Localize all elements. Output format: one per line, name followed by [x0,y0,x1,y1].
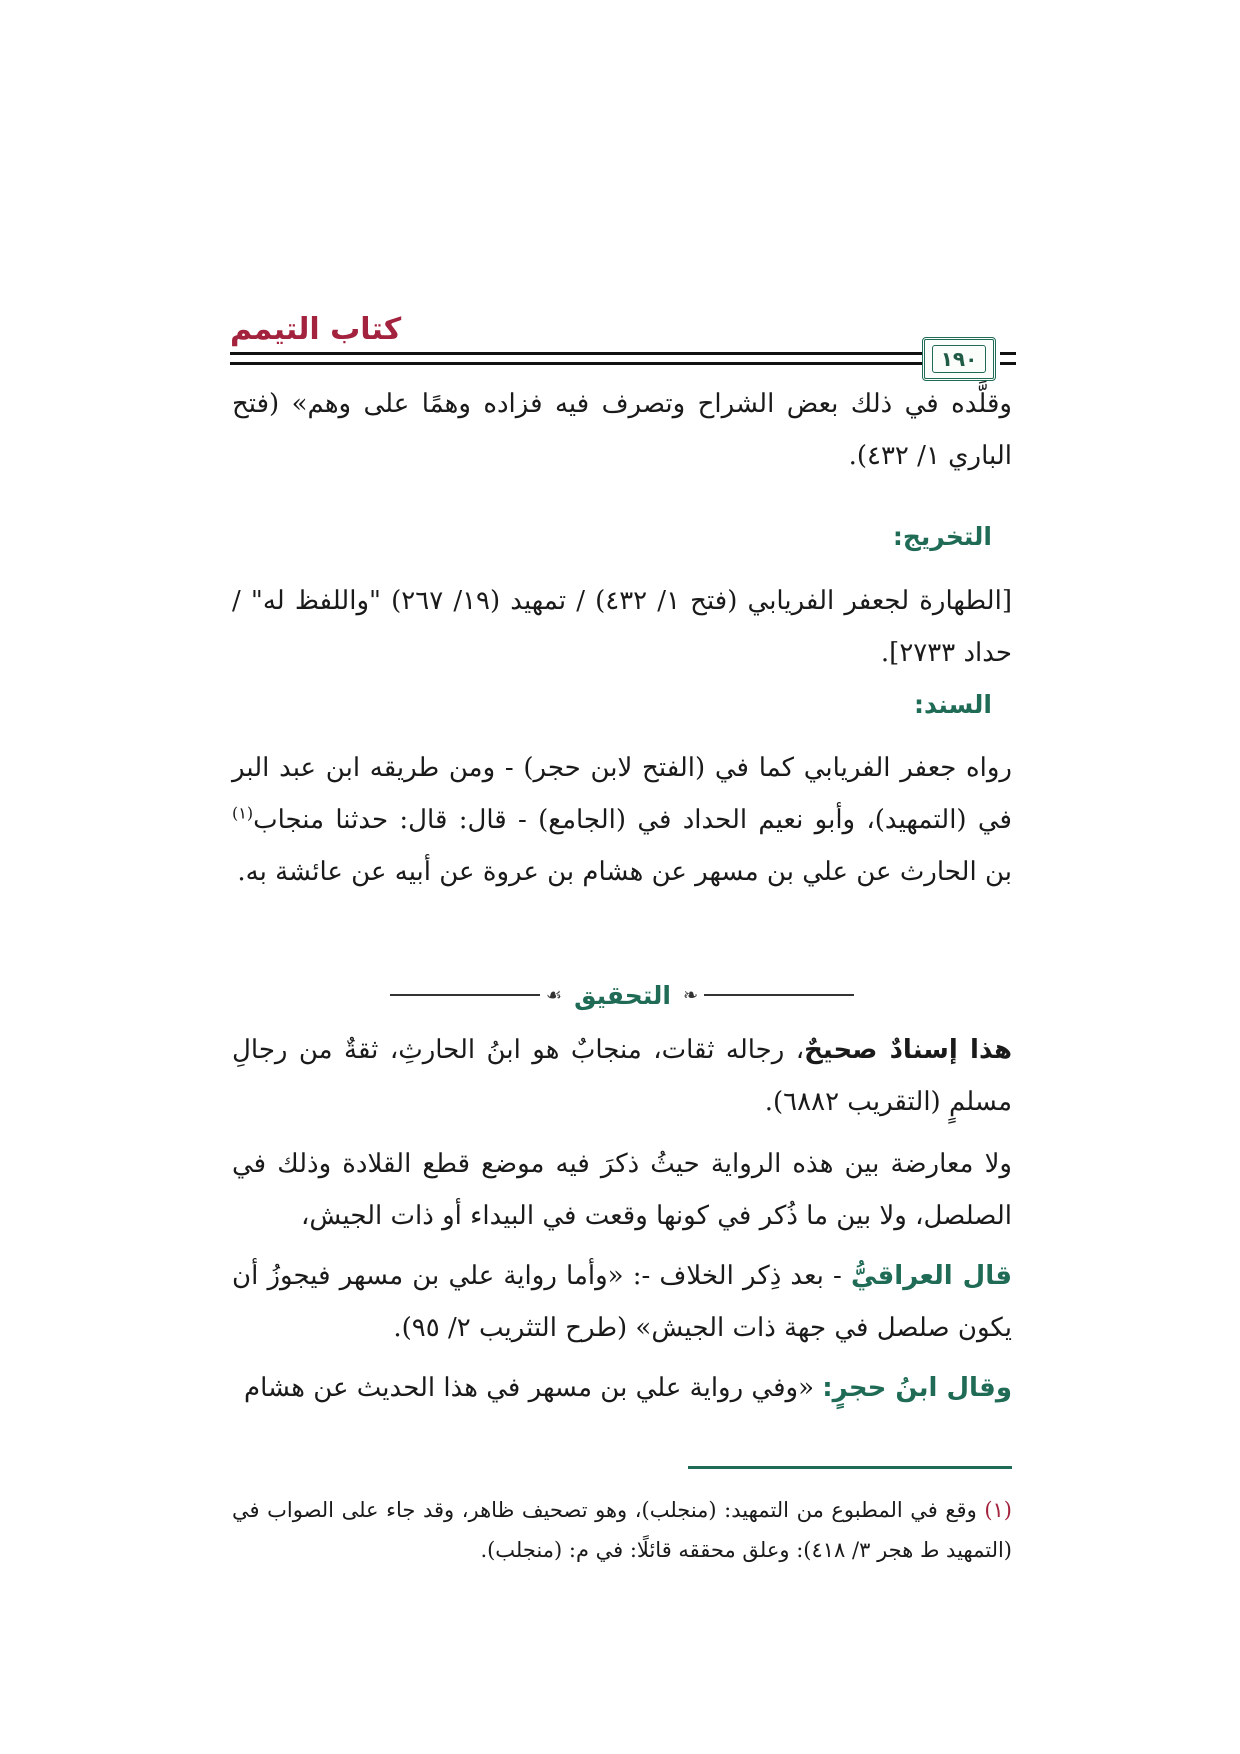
header-rule [1000,352,1016,355]
footnote-text: وقع في المطبوع من التمهيد: (منجلب)، وهو تصحيف ظاهر، وقد جاء على الصواب في (التمهيد ط هجر ٣/ ٤١٨): وعلق محققه قائلًا: في م: (منجلب). [232,1498,1012,1562]
tahqiq-divider [232,975,1012,1015]
isnad-verdict: هذا إسنادٌ صحيحٌ [804,1035,1012,1065]
quote-text: - بعد ذِكر الخلاف -: «وأما رواية علي بن مسهر فيجوزُ أن يكون صلصل في جهة ذات الجيش» (طرح التثريب ٢/ ٩٥). [232,1261,1012,1343]
footnote-number: (١) [984,1498,1012,1522]
takhrij-label: التخريج: [892,522,992,551]
page-number: ١٩٠ [932,345,986,373]
header-rule [230,352,922,355]
sanad-text [232,742,1012,898]
tahqiq-text: ، رجاله ثقات، منجابٌ هو ابنُ الحارثِ، ثقةٌ من رجالِ مسلمٍ (التقريب ٦٨٨٢). [232,1035,1012,1117]
ornament-icon: ☙ [545,984,563,1006]
tahqiq-paragraph [232,1024,1012,1128]
sanad-text-part: رواه جعفر الفريابي كما في (الفتح لابن حجر) - ومن طريقه ابن عبد البر في (التمهيد)، وأبو نعيم الحداد في (الجامع) - قال: قال: حدثنا منجاب [232,753,1012,835]
scholar-name: قال العراقيُّ [850,1261,1013,1291]
header-rule [1000,362,1016,365]
footnote-rule [688,1466,1012,1469]
paragraph-continuation: وقلَّده في ذلك بعض الشراح وتصرف فيه فزاده وهمًا على وهم» (فتح الباري ١/ ٤٣٢). [232,389,1012,471]
header-rule [230,362,922,365]
divider-line [390,994,540,996]
scholar-name: وقال ابنُ حجرٍ: [822,1373,1012,1403]
sanad-label: السند: [913,690,992,719]
tahqiq-paragraph: ولا معارضة بين هذه الرواية حيثُ ذكرَ فيه موضع قطع القلادة وذلك في الصلصل، ولا بين ما ذُكر في كونها وقعت في البيداء أو ذات الجيش، [232,1149,1012,1231]
footnote-ref: (١) [232,803,254,823]
iraqi-quote [232,1250,1012,1354]
sanad-text-part: بن الحارث عن علي بن مسهر عن هشام بن عروة عن أبيه عن عائشة به. [237,857,1012,887]
book-title: كتاب التيمم [230,312,402,347]
divider-line [704,994,854,996]
footnote [232,1490,1012,1570]
ornament-icon: ❧ [682,984,699,1006]
tahqiq-heading: التحقيق [574,980,671,1010]
quote-text: «وفي رواية علي بن مسهر في هذا الحديث عن هشام [244,1373,823,1403]
takhrij-text: [الطهارة لجعفر الفريابي (فتح ١/ ٤٣٢) / تمهيد (١٩/ ٢٦٧) "واللفظ له" / حداد ٢٧٣٣]. [232,586,1012,668]
page-number-badge [922,337,996,381]
hajar-quote [232,1362,1012,1414]
